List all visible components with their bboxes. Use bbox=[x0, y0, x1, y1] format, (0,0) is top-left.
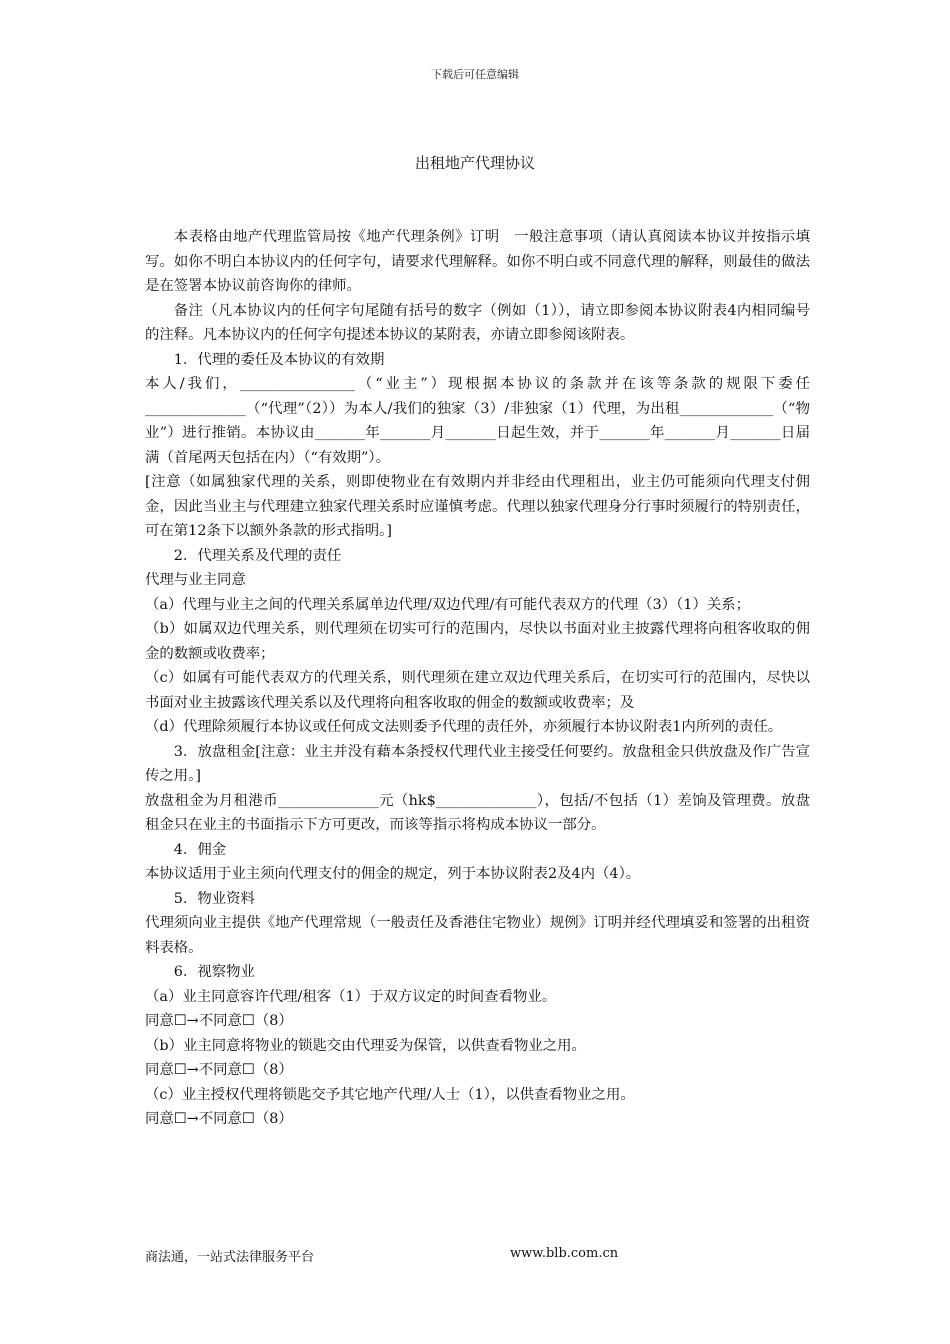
paragraph-exclusive-note: [注意（如属独家代理的关系，则即使物业在有效期内并非经由代理租出，业主仍可能须向代理支付佣金，因此当业主与代理建立独家代理关系时应谨慎考虑。代理以独家代理身分行事时须履行的特别责任，可在第12条下以额外条款的形式指明。] bbox=[145, 474, 810, 539]
section-heading-2: 2．代理关系及代理的责任 bbox=[173, 547, 342, 564]
footer-url: www.blb.com.cn bbox=[510, 1246, 619, 1261]
clause-6c: （c）业主授权代理将锁匙交予其它地产代理/人士（1），以供查看物业之用。 bbox=[145, 1086, 635, 1103]
consent-line-6c: 同意☐→不同意☐（8） bbox=[145, 1111, 293, 1127]
clause-6a: （a）业主同意容许代理/租客（1）于双方议定的时间查看物业。 bbox=[145, 988, 557, 1005]
paragraph-intro: 本表格由地产代理监管局按《地产代理条例》订明 一般注意事项（请认真阅读本协议并按指示填写。如你不明白本协议内的任何字句，请要求代理解释。如你不明白或不同意代理的解释，则最佳的做法是在签署本协议前咨询你的律师。 bbox=[145, 229, 810, 294]
paragraph-appointment: 本人/我们，________________（“业主”）现根据本协议的条款并在该等条款的规限下委任______________（“代理”（2））为本人/我们的独家（3）/非独家（1）代理，为出租_____________（“物业”）进行推销。本协议由_______年_______月_______日起生效，并于_______年_______月_______日届满（首尾两天包括在内）（“有效期”）。 bbox=[145, 376, 810, 466]
paragraph-listing-rent: 放盘租金为月租港币______________元（hk$______________），包括/不包括（1）差饷及管理费。放盘租金只在业主的书面指示下方可更改，而该等指示将构成本协议一部分。 bbox=[145, 792, 810, 833]
clause-2c: （c）如属有可能代表双方的代理关系，则代理须在建立双边代理关系后，在切实可行的范围内，尽快以书面对业主披露该代理关系以及代理将向租客收取的佣金的数额或收费率；及 bbox=[145, 670, 810, 711]
document-title: 出租地产代理协议 bbox=[414, 154, 535, 172]
consent-line-6a: 同意☐→不同意☐（8） bbox=[145, 1013, 293, 1029]
section-heading-5: 5．物业资料 bbox=[173, 890, 255, 907]
section-heading-4: 4．佣金 bbox=[173, 841, 227, 858]
clause-2a: （a）代理与业主之间的代理关系属单边代理/双边代理/有可能代表双方的代理（3）（1）关系； bbox=[145, 596, 751, 613]
paragraph-remark: 备注（凡本协议内的任何字句尾随有括号的数字（例如（1）），请立即参阅本协议附表4内相同编号的注释。凡本协议内的任何字句提述本协议的某附表，亦请立即参阅该附表。 bbox=[145, 302, 810, 343]
section-heading-6: 6．视察物业 bbox=[173, 964, 255, 980]
section-heading-1: 1．代理的委任及本协议的有效期 bbox=[173, 351, 385, 368]
paragraph-commission: 本协议适用于业主须向代理支付的佣金的规定，列于本协议附表2及4内（4）。 bbox=[145, 866, 641, 882]
section-heading-3: 3．放盘租金[注意：业主并没有藉本条授权代理代业主接受任何要约。放盘租金只供放盘及作广告宣传之用。] bbox=[145, 743, 810, 784]
footer-brand: 商法通，一站式法律服务平台 bbox=[145, 1250, 315, 1265]
document-body bbox=[145, 225, 810, 1132]
clause-6b: （b）业主同意将物业的锁匙交由代理妥为保管，以供查看物业之用。 bbox=[145, 1037, 586, 1054]
clause-2d: （d）代理除须履行本协议或任何成文法则委予代理的责任外，亦须履行本协议附表1内所列的责任。 bbox=[145, 719, 783, 735]
paragraph-property-info: 代理须向业主提供《地产代理常规（一般责任及香港住宅物业）规例》订明并经代理填妥和签署的出租资料表格。 bbox=[145, 915, 810, 956]
clause-2b: （b）如属双边代理关系，则代理须在切实可行的范围内，尽快以书面对业主披露代理将向租客收取的佣金的数额或收费率； bbox=[145, 621, 810, 662]
header-note: 下载后可任意编辑 bbox=[431, 68, 519, 81]
paragraph-agree: 代理与业主同意 bbox=[145, 572, 246, 588]
consent-line-6b: 同意☐→不同意☐（8） bbox=[145, 1062, 293, 1078]
